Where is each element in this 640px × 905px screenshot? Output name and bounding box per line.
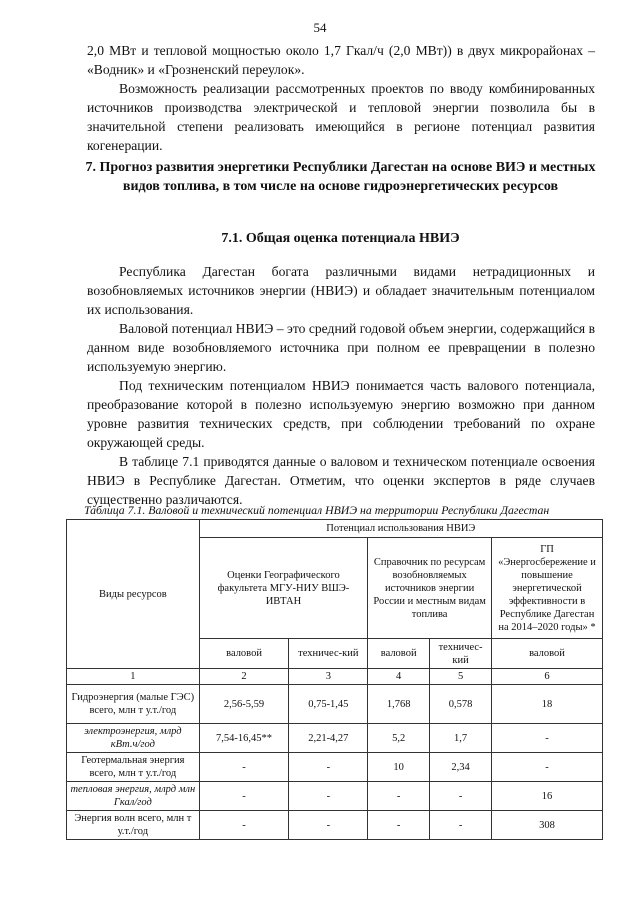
row-resource-name: Энергия волн всего, млн т у.т./год: [67, 811, 200, 840]
cell-value: 10: [368, 753, 430, 782]
body-paragraph-3: Под техническим потенциалом НВИЭ понимается часть валового потенциала, преобразование которой в полезно используемую энергию возможно при данном уровне развития технических средств, при соблюдении требований по охране окружающей среды.: [87, 378, 595, 450]
header-potential: Потенциал использования НВИЭ: [199, 520, 602, 538]
cell-value: 308: [492, 811, 603, 840]
body-paragraph-1: Республика Дагестан богата различными видами нетрадиционных и возобновляемых источников энергии (НВИЭ) и обладает значительным потенциалом их использования.: [87, 264, 595, 317]
cell-value: -: [289, 753, 368, 782]
table-row: [67, 685, 603, 724]
intro-paragraph-2: Возможность реализации рассмотренных проектов по вводу комбинированных источников производства электрической и тепловой энергии позволила бы в значительной степени реализовать имеющийся в регионе потенциал развития когенерации.: [87, 81, 595, 153]
cell-value: 0,578: [430, 685, 492, 724]
cell-value: 2,56-5,59: [199, 685, 289, 724]
intro-paragraph-1: 2,0 МВт и тепловой мощностью около 1,7 Гкал/ч (2,0 МВт)) в двух микрорайонах – «Водник» и «Грозненский переулок».: [87, 43, 595, 77]
cell-value: 7,54-16,45**: [199, 724, 289, 753]
table-row: [67, 753, 603, 782]
table-row: [67, 724, 603, 753]
column-number: 2: [199, 669, 289, 685]
body-text: [87, 262, 595, 509]
header-source-2: Справочник по ресурсам возобновляемых источников энергии России и местным видам топлива: [368, 538, 492, 639]
section-title: 7. Прогноз развития энергетики Республики Дагестан на основе ВИЭ и местных видов топлива, в том числе на основе гидроэнергетических ресурсов: [85, 160, 596, 194]
cell-value: -: [199, 753, 289, 782]
header-technical: техничес-кий: [430, 639, 492, 669]
cell-value: -: [289, 782, 368, 811]
column-number: 1: [67, 669, 200, 685]
cell-value: 0,75-1,45: [289, 685, 368, 724]
row-resource-name: тепловая энергия, млрд млн Гкал/год: [67, 782, 200, 811]
column-number: 3: [289, 669, 368, 685]
potential-table: [66, 519, 603, 840]
cell-value: 5,2: [368, 724, 430, 753]
row-resource-name: Гидроэнергия (малые ГЭС) всего, млн т у.т./год: [67, 685, 200, 724]
header-source-1: Оценки Географического факультета МГУ-НИУ ВШЭ-ИВТАН: [199, 538, 368, 639]
cell-value: 16: [492, 782, 603, 811]
header-source-3: ГП «Энергосбережение и повышение энергетической эффективности в Республике Дагестан на 2014–2020 годы» *: [492, 538, 603, 639]
table-row: [67, 811, 603, 840]
cell-value: 18: [492, 685, 603, 724]
cell-value: -: [492, 724, 603, 753]
header-gross: валовой: [368, 639, 430, 669]
cell-value: -: [368, 811, 430, 840]
row-resource-name: электроэнергия, млрд кВт.ч/год: [67, 724, 200, 753]
cell-value: -: [199, 811, 289, 840]
row-resource-name: Геотермальная энергия всего, млн т у.т./год: [67, 753, 200, 782]
page-number: 54: [313, 20, 327, 35]
column-number: 4: [368, 669, 430, 685]
cell-value: -: [368, 782, 430, 811]
intro-text: [87, 41, 595, 155]
header-resource: Виды ресурсов: [67, 520, 200, 669]
cell-value: 1,768: [368, 685, 430, 724]
body-paragraph-4: В таблице 7.1 приводятся данные о валовом и техническом потенциале освоения НВИЭ в Республике Дагестан. Отметим, что оценки экспертов в ряде случаев существенно различаются.: [87, 454, 595, 507]
table-caption: Таблица 7.1. Валовой и технический потенциал НВИЭ на территории Республики Дагестан: [84, 503, 550, 517]
cell-value: 1,7: [430, 724, 492, 753]
cell-value: -: [430, 811, 492, 840]
cell-value: -: [199, 782, 289, 811]
cell-value: -: [492, 753, 603, 782]
header-gross: валовой: [492, 639, 603, 669]
column-number: 5: [430, 669, 492, 685]
table-row: [67, 782, 603, 811]
cell-value: 2,34: [430, 753, 492, 782]
section-subtitle: 7.1. Общая оценка потенциала НВИЭ: [221, 231, 460, 246]
cell-value: -: [430, 782, 492, 811]
column-number: 6: [492, 669, 603, 685]
header-technical: техничес-кий: [289, 639, 368, 669]
body-paragraph-2: Валовой потенциал НВИЭ – это средний годовой объем энергии, содержащийся в данном виде возобновляемого источника при полном ее превращении в полезно используемую энергию.: [87, 321, 595, 374]
header-gross: валовой: [199, 639, 289, 669]
cell-value: -: [289, 811, 368, 840]
cell-value: 2,21-4,27: [289, 724, 368, 753]
